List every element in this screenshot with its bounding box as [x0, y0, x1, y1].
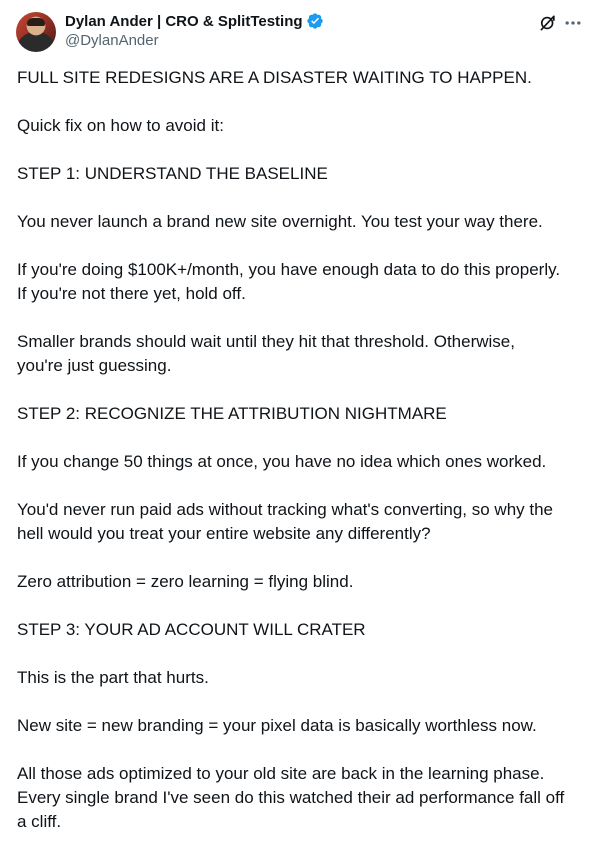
verified-badge-icon [306, 12, 324, 30]
tweet-paragraph: If you change 50 things at once, you have no idea which ones worked. [17, 452, 547, 471]
tweet-header [0, 0, 598, 62]
tweet-paragraph: STEP 1: UNDERSTAND THE BASELINE [17, 164, 328, 183]
tweet-paragraph: This is the part that hurts. [17, 668, 209, 687]
tweet-paragraph: You never launch a brand new site overnight. You test your way there. [17, 212, 543, 231]
avatar[interactable] [16, 12, 56, 52]
tweet-paragraph: Smaller brands should wait until they hit that threshold. Otherwise, you're just guessing. [17, 332, 515, 375]
tweet-text [17, 66, 585, 858]
author-handle[interactable]: @DylanAnder [65, 32, 159, 49]
tweet-paragraph: Zero attribution = zero learning = flying blind. [17, 572, 354, 591]
name-row [65, 11, 324, 31]
author-display-name[interactable]: Dylan Ander | CRO & SplitTesting [65, 12, 303, 30]
tweet-paragraph: Quick fix on how to avoid it: [17, 116, 224, 135]
tweet-paragraph: You'd never run paid ads without tracking what's converting, so why the hell would you treat your entire website any differently? [17, 500, 554, 543]
avatar-hair [27, 18, 45, 26]
tweet-paragraph: All those ads optimized to your old site are back in the learning phase. Every single brand I've seen do this watched their ad performance fall off a cliff. [17, 764, 565, 831]
tweet-paragraph: FULL SITE REDESIGNS ARE A DISASTER WAITING TO HAPPEN. [17, 68, 532, 87]
grok-icon[interactable] [538, 13, 558, 33]
author-block [65, 11, 324, 49]
tweet-paragraph: STEP 3: YOUR AD ACCOUNT WILL CRATER [17, 620, 366, 639]
tweet-paragraph: If you're doing $100K+/month, you have enough data to do this properly. If you're not there yet, hold off. [17, 260, 561, 303]
more-options-icon[interactable] [563, 13, 583, 33]
tweet-paragraph: New site = new branding = your pixel data is basically worthless now. [17, 716, 537, 735]
tweet-paragraph: STEP 2: RECOGNIZE THE ATTRIBUTION NIGHTMARE [17, 404, 447, 423]
